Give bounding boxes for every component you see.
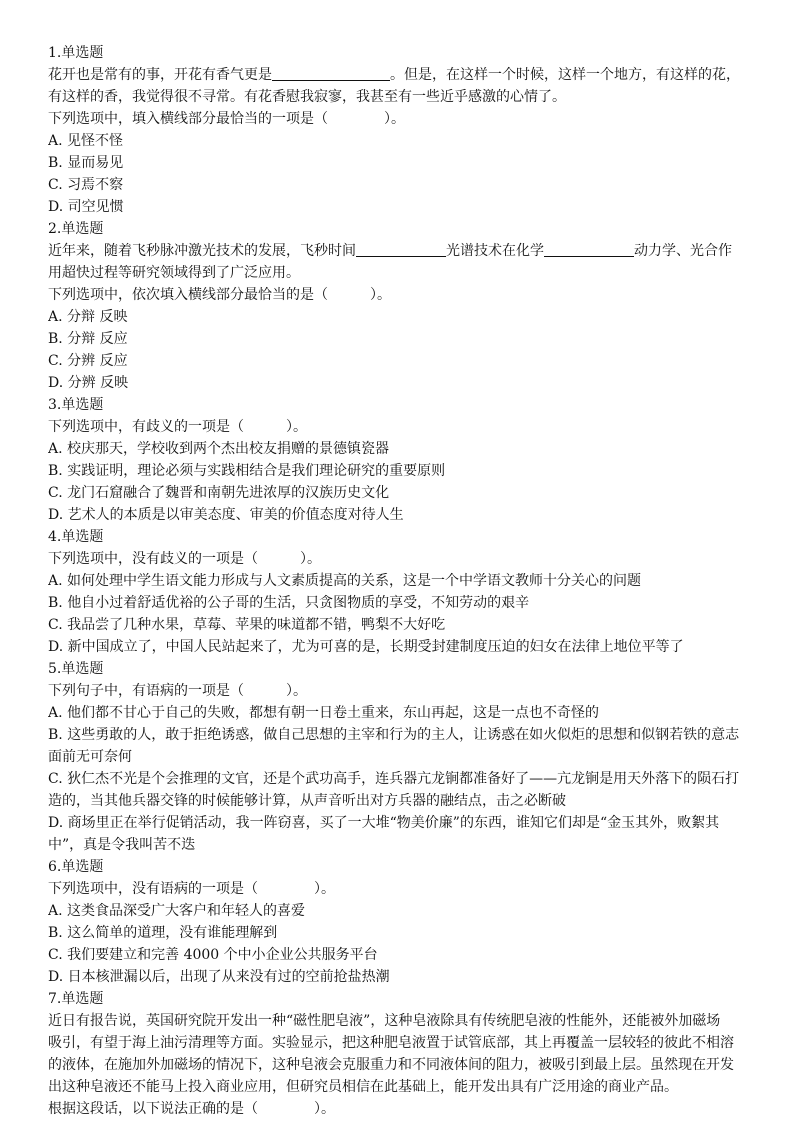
q6-option-b: B. 这么简单的道理，没有谁能理解到 bbox=[48, 925, 278, 941]
q1-stem-line-2: 有这样的香，我觉得很不寻常。有花香慰我寂寥，我甚至有一些近乎感激的心情了。 bbox=[48, 89, 566, 105]
q4-option-b: B. 他自小过着舒适优裕的公子哥的生活，只贪图物质的享受，不知劳动的艰辛 bbox=[48, 595, 530, 611]
q1-stem-text-b: 。但是，在这样一个时候，这样一个地方，有这样的花， bbox=[390, 67, 740, 83]
q7-passage-line-1: 近日有报告说，英国研究院开发出一种“磁性肥皂液”，这种皂液除具有传统肥皂液的性能外，还能被外加磁场 bbox=[48, 1013, 721, 1029]
q1-title: 1.单选题 bbox=[48, 45, 104, 61]
q2-option-d: D. 分辨 反映 bbox=[48, 375, 129, 391]
q7-passage-line-3: 的液体，在施加外加磁场的情况下，这种皂液会克服重力和不同液体间的阻力，被吸引到最上层。虽然现在开发 bbox=[48, 1057, 734, 1073]
q1-option-d: D. 司空见惯 bbox=[48, 199, 124, 215]
q5-option-b-line-2: 面前无可奈何 bbox=[48, 749, 132, 765]
q2-fill-blank-1 bbox=[356, 242, 446, 257]
q4-title: 4.单选题 bbox=[48, 529, 104, 545]
q1-option-b: B. 显而易见 bbox=[48, 155, 124, 171]
q4-option-a: A. 如何处理中学生语文能力形成与人文素质提高的关系，这是一个中学语文教师十分关心的问题 bbox=[48, 573, 642, 589]
q3-option-d: D. 艺术人的本质是以审美态度、审美的价值态度对待人生 bbox=[48, 507, 404, 523]
q2-option-c: C. 分辨 反应 bbox=[48, 353, 128, 369]
q2-option-b: B. 分辩 反应 bbox=[48, 331, 128, 347]
q6-question: 下列选项中，没有语病的一项是（ ）。 bbox=[48, 881, 335, 897]
q4-option-c: C. 我品尝了几种水果，草莓、苹果的味道都不错，鸭梨不大好吃 bbox=[48, 617, 446, 633]
q3-question: 下列选项中，有歧义的一项是（ ）。 bbox=[48, 419, 307, 435]
q4-option-d: D. 新中国成立了，中国人民站起来了，尤为可喜的是，长期受封建制度压迫的妇女在法律上地位平等了 bbox=[48, 639, 684, 655]
q2-option-a: A. 分辩 反映 bbox=[48, 309, 128, 325]
q6-option-c: C. 我们要建立和完善 4000 个中小企业公共服务平台 bbox=[48, 947, 378, 963]
q6-title: 6.单选题 bbox=[48, 859, 104, 875]
q2-question: 下列选项中，依次填入横线部分最恰当的是（ ）。 bbox=[48, 287, 391, 303]
q6-option-d: D. 日本核泄漏以后，出现了从来没有过的空前抢盐热潮 bbox=[48, 969, 390, 985]
q5-title: 5.单选题 bbox=[48, 661, 104, 677]
q1-stem-text-a: 花开也是常有的事，开花有香气更是 bbox=[48, 67, 272, 83]
q2-stem-text-c: 动力学、光合作 bbox=[634, 243, 732, 259]
q1-fill-blank bbox=[272, 66, 390, 81]
q3-option-c: C. 龙门石窟融合了魏晋和南朝先进浓厚的汉族历史文化 bbox=[48, 485, 390, 501]
q3-option-a: A. 校庆那天，学校收到两个杰出校友捐赠的景德镇瓷器 bbox=[48, 441, 390, 457]
q5-option-c-line-1: C. 狄仁杰不光是个会推理的文官，还是个武功高手，连兵器亢龙锏都准备好了——亢龙锏是用天外落下的陨石打 bbox=[48, 771, 740, 787]
q1-question: 下列选项中，填入横线部分最恰当的一项是（ ）。 bbox=[48, 111, 405, 127]
q7-passage-line-4: 出这种皂液还不能马上投入商业应用，但研究员相信在此基础上，能开发出具有广泛用途的商业产品。 bbox=[48, 1079, 678, 1095]
q2-stem-text-a: 近年来，随着飞秒脉冲激光技术的发展，飞秒时间 bbox=[48, 243, 356, 259]
q5-question: 下列句子中，有语病的一项是（ ）。 bbox=[48, 683, 307, 699]
q2-stem-line-2: 用超快过程等研究领域得到了广泛应用。 bbox=[48, 265, 300, 281]
q2-title: 2.单选题 bbox=[48, 221, 104, 237]
q2-stem-line-1 bbox=[48, 240, 756, 262]
q5-option-d-line-2: 中”，真是令我叫苦不迭 bbox=[48, 837, 196, 853]
q3-option-b: B. 实践证明，理论必须与实践相结合是我们理论研究的重要原则 bbox=[48, 463, 446, 479]
q4-question: 下列选项中，没有歧义的一项是（ ）。 bbox=[48, 551, 321, 567]
q7-passage-line-2: 吸引，有望于海上油污清理等方面。实验显示，把这种肥皂液置于试管底部，其上再覆盖一层较轻的彼此不相溶 bbox=[48, 1035, 734, 1051]
q1-stem-line-1 bbox=[48, 64, 756, 86]
q2-fill-blank-2 bbox=[544, 242, 634, 257]
q1-option-a: A. 见怪不怪 bbox=[48, 133, 124, 149]
q5-option-c-line-2: 造的，当其他兵器交锋的时候能够计算，从声音听出对方兵器的融结点，击之必断破 bbox=[48, 793, 566, 809]
q3-title: 3.单选题 bbox=[48, 397, 104, 413]
q5-option-a: A. 他们都不甘心于自己的失败，都想有朝一日卷土重来，东山再起，这是一点也不奇怪的 bbox=[48, 705, 600, 721]
q7-title: 7.单选题 bbox=[48, 991, 104, 1007]
q6-option-a: A. 这类食品深受广大客户和年轻人的喜爱 bbox=[48, 903, 306, 919]
q2-stem-text-b: 光谱技术在化学 bbox=[446, 243, 544, 259]
q5-option-b-line-1: B. 这些勇敢的人，敢于拒绝诱惑，做自己思想的主宰和行为的主人，让诱惑在如火似炬的思想和似钢若铁的意志 bbox=[48, 727, 740, 743]
q5-option-d-line-1: D. 商场里正在举行促销活动，我一阵窃喜，买了一大堆“物美价廉”的东西，谁知它们却是“金玉其外，败絮其 bbox=[48, 815, 720, 831]
q1-option-c: C. 习焉不察 bbox=[48, 177, 124, 193]
q7-question: 根据这段话，以下说法正确的是（ ）。 bbox=[48, 1101, 335, 1117]
